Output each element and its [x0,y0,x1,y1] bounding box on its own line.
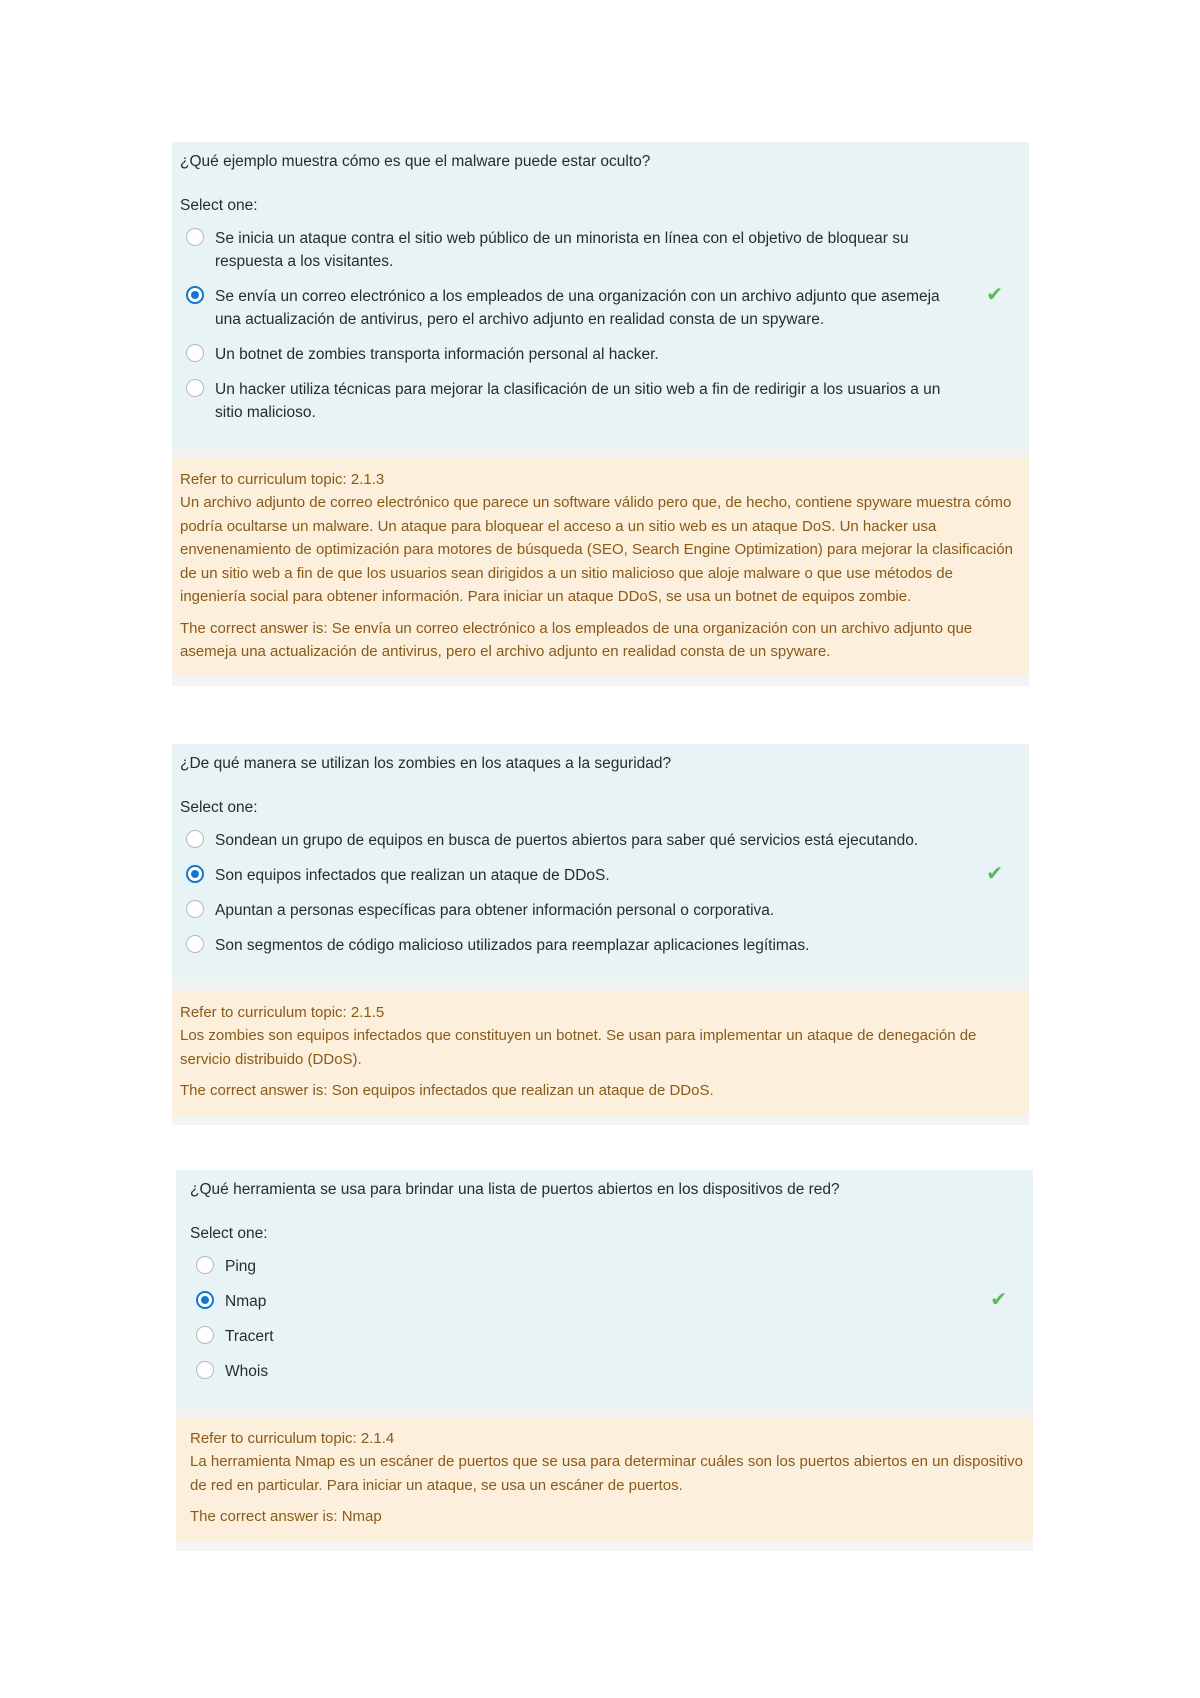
select-one-prompt: Select one: [190,1224,268,1242]
question-text: ¿Qué ejemplo muestra cómo es que el malware puede estar oculto? [180,153,651,170]
radio-button-icon[interactable] [196,1291,214,1309]
answer-option[interactable] [180,223,1021,281]
answer-label: Whois [225,1362,269,1380]
answer-option[interactable] [180,339,1021,374]
answer-label: Tracert [225,1327,274,1345]
question-formulation [172,142,1029,446]
divider [172,676,1029,686]
question-block-2 [172,744,1029,1125]
answer-option-selected[interactable] [180,281,1021,339]
radio-button-icon[interactable] [186,900,204,918]
feedback-explanation: La herramienta Nmap es un escáner de puertos que se usa para determinar cuáles son los puertos abiertos en un dispositivo de red en particular. Para iniciar un ataque, se usa un escáner de puertos. [190,1453,1023,1494]
correct-answer-text: The correct answer is: Son equipos infectados que realizan un ataque de DDoS. [180,1082,714,1100]
radio-button-icon[interactable] [196,1361,214,1379]
radio-button-icon[interactable] [186,830,204,848]
check-icon: ✔ [990,1288,1007,1311]
question-block-3 [176,1170,1033,1551]
feedback-panel [172,458,1029,676]
divider [172,446,1029,458]
feedback-panel [176,1417,1033,1541]
divider [176,1541,1033,1551]
radio-button-icon[interactable] [186,865,204,883]
answer-label: Ping [225,1257,257,1275]
curriculum-topic: Refer to curriculum topic: 2.1.4 [190,1429,395,1447]
answer-option[interactable] [180,895,1021,930]
answer-options [180,825,1021,965]
question-text: ¿De qué manera se utilizan los zombies en los ataques a la seguridad? [180,755,672,772]
radio-button-icon[interactable] [186,344,204,362]
answer-option-selected[interactable] [190,1286,1025,1321]
answer-option[interactable] [180,374,1021,432]
answer-option[interactable] [190,1356,1025,1391]
answer-options [184,1251,1025,1391]
answer-label: Son equipos infectados que realizan un ataque de DDoS. [215,866,610,884]
question-block-1 [172,142,1029,686]
correct-answer-text: The correct answer is: Se envía un correo electrónico a los empleados de una organización con un archivo adjunto que asemeja una actualización de antivirus, pero el archivo adjunto en realidad consta de un spyware. [180,619,973,661]
check-icon: ✔ [986,862,1003,885]
question-text: ¿Qué herramienta se usa para brindar una lista de puertos abiertos en los dispositivos de red? [190,1181,840,1198]
curriculum-topic: Refer to curriculum topic: 2.1.5 [180,1003,385,1021]
answer-label: Sondean un grupo de equipos en busca de puertos abiertos para saber qué servicios está ejecutando. [215,831,919,849]
radio-button-icon[interactable] [186,286,204,304]
answer-option[interactable] [180,930,1021,965]
answer-option[interactable] [190,1251,1025,1286]
radio-button-icon[interactable] [186,228,204,246]
divider [176,1405,1033,1417]
answer-option-selected[interactable] [180,860,1021,895]
feedback-explanation: Los zombies son equipos infectados que constituyen un botnet. Se usan para implementar un ataque de denegación de servicio distribuido (DDoS). [180,1027,977,1068]
divider [172,979,1029,991]
question-formulation [172,744,1029,979]
feedback-explanation: Un archivo adjunto de correo electrónico que parece un software válido pero que, de hecho, contiene spyware muestra cómo podría ocultarse un malware. Un ataque para bloquear el acceso a un sitio web es un ataque DoS. Un hacker usa envenenamiento de optimización para motores de búsqueda (SEO, Search Engine Optimization) para mejorar la clasificación de un sitio web a fin de que los usuarios sean dirigidos a un sitio malicioso que aloje malware o que use métodos de ingeniería social para obtener información. Para iniciar un ataque DDoS, se usa un botnet de equipos zombie. [180,494,1013,606]
answer-options [180,223,1021,432]
radio-button-icon[interactable] [186,379,204,397]
answer-label: Son segmentos de código malicioso utilizados para reemplazar aplicaciones legítimas. [215,936,810,954]
answer-label: Se envía un correo electrónico a los empleados de una organización con un archivo adjunto que asemeja una actualización de antivirus, pero el archivo adjunto en realidad consta de un spyware. [215,287,940,328]
divider [172,1115,1029,1125]
radio-button-icon[interactable] [196,1326,214,1344]
answer-label: Un botnet de zombies transporta información personal al hacker. [215,345,659,363]
radio-button-icon[interactable] [196,1256,214,1274]
select-one-prompt: Select one: [180,196,258,214]
answer-label: Apuntan a personas específicas para obtener información personal o corporativa. [215,901,775,919]
feedback-panel [172,991,1029,1115]
answer-label: Se inicia un ataque contra el sitio web público de un minorista en línea con el objetivo de bloquear su respuesta a los visitantes. [215,229,909,270]
answer-label: Nmap [225,1292,267,1310]
answer-option[interactable] [180,825,1021,860]
correct-answer-text: The correct answer is: Nmap [190,1508,382,1526]
radio-button-icon[interactable] [186,935,204,953]
question-formulation [176,1170,1033,1405]
answer-label: Un hacker utiliza técnicas para mejorar la clasificación de un sitio web a fin de redirigir a los usuarios a un sitio malicioso. [215,380,941,421]
check-icon: ✔ [986,283,1003,306]
answer-option[interactable] [190,1321,1025,1356]
curriculum-topic: Refer to curriculum topic: 2.1.3 [180,470,385,488]
select-one-prompt: Select one: [180,798,258,816]
